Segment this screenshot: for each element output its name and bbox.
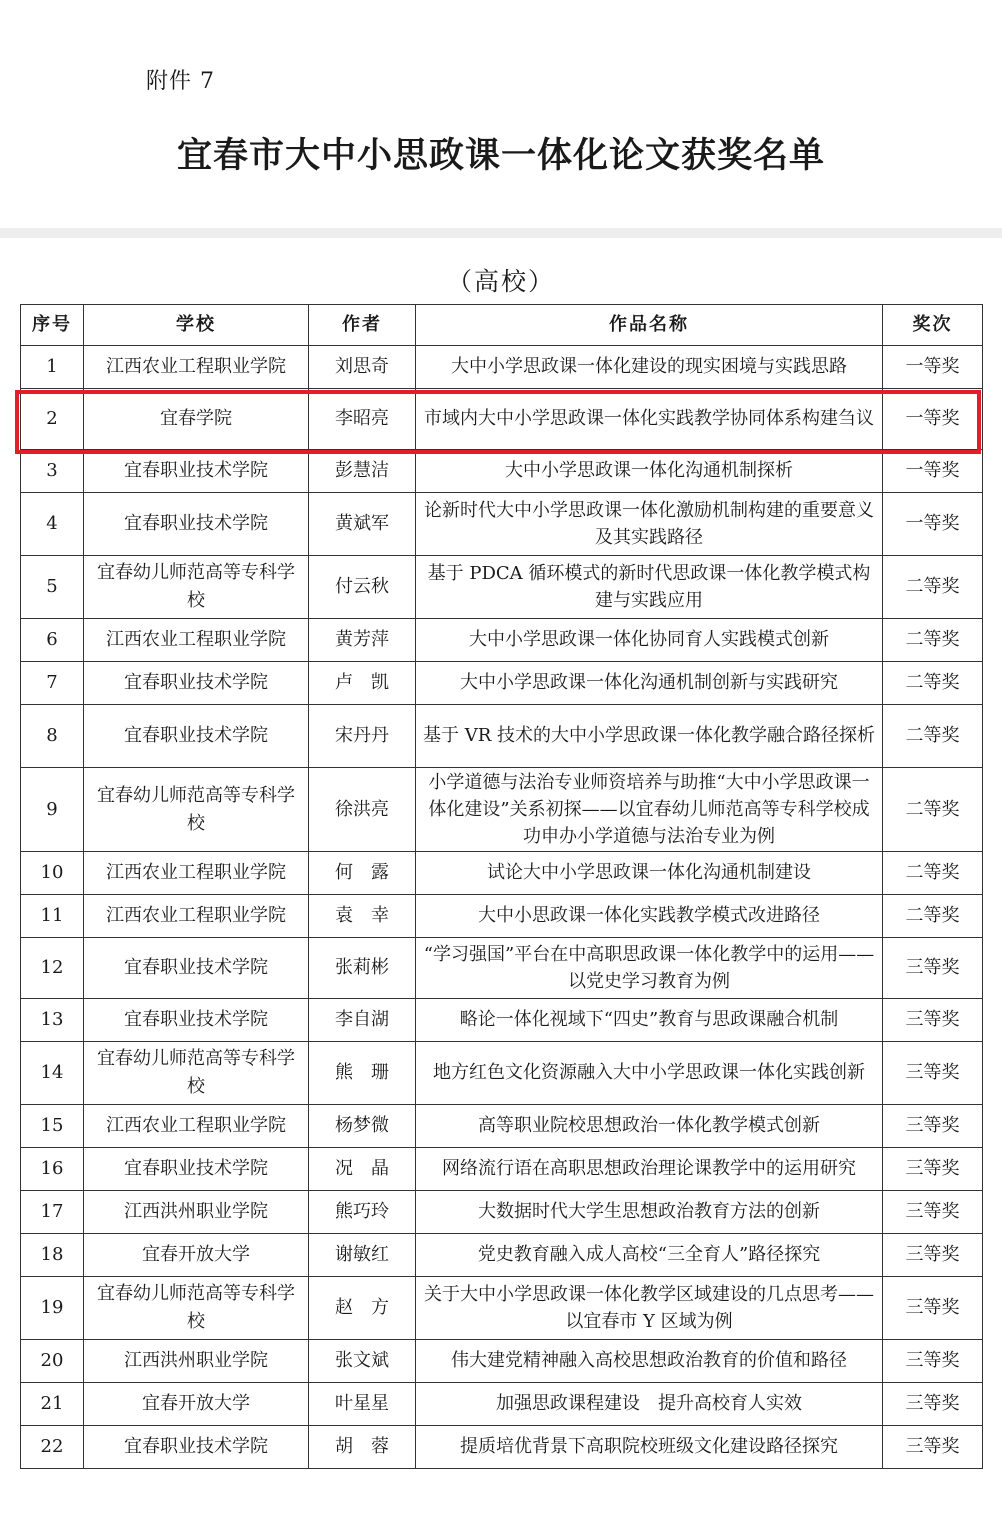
cell-award: 二等奖 bbox=[883, 895, 983, 938]
cell-author: 况 晶 bbox=[309, 1148, 416, 1191]
cell-no: 10 bbox=[21, 852, 84, 895]
table-row bbox=[21, 346, 983, 389]
table-row bbox=[21, 999, 983, 1042]
table-row bbox=[21, 1234, 983, 1277]
cell-title: 论新时代大中小学思政课一体化激励机制构建的重要意义及其实践路径 bbox=[416, 493, 883, 556]
cell-school: 宜春职业技术学院 bbox=[84, 662, 309, 705]
cell-author: 宋丹丹 bbox=[309, 705, 416, 768]
table-row bbox=[21, 389, 983, 450]
table-row bbox=[21, 1105, 983, 1148]
cell-title: 试论大中小学思政课一体化沟通机制建设 bbox=[416, 852, 883, 895]
table-row bbox=[21, 1148, 983, 1191]
cell-no: 21 bbox=[21, 1383, 84, 1426]
cell-author: 彭慧洁 bbox=[309, 450, 416, 493]
cell-author: 胡 蓉 bbox=[309, 1426, 416, 1469]
cell-no: 20 bbox=[21, 1340, 84, 1383]
cell-award: 一等奖 bbox=[883, 450, 983, 493]
cell-school: 宜春学院 bbox=[84, 389, 309, 450]
table-row bbox=[21, 662, 983, 705]
cell-author: 叶星星 bbox=[309, 1383, 416, 1426]
cell-no: 16 bbox=[21, 1148, 84, 1191]
cell-title: 提质培优背景下高职院校班级文化建设路径探究 bbox=[416, 1426, 883, 1469]
cell-no: 13 bbox=[21, 999, 84, 1042]
cell-award: 三等奖 bbox=[883, 1383, 983, 1426]
cell-school: 宜春职业技术学院 bbox=[84, 1426, 309, 1469]
cell-title: 关于大中小学思政课一体化教学区域建设的几点思考——以宜春市 Y 区域为例 bbox=[416, 1277, 883, 1340]
cell-school: 江西农业工程职业学院 bbox=[84, 619, 309, 662]
header-author: 作者 bbox=[309, 305, 416, 346]
cell-author: 卢 凯 bbox=[309, 662, 416, 705]
cell-school: 宜春开放大学 bbox=[84, 1383, 309, 1426]
cell-no: 2 bbox=[21, 389, 84, 450]
cell-title: 略论一体化视域下“四史”教育与思政课融合机制 bbox=[416, 999, 883, 1042]
cell-school: 江西洪州职业学院 bbox=[84, 1191, 309, 1234]
cell-school: 宜春职业技术学院 bbox=[84, 450, 309, 493]
cell-school: 江西洪州职业学院 bbox=[84, 1340, 309, 1383]
cell-author: 黄芳萍 bbox=[309, 619, 416, 662]
cell-no: 3 bbox=[21, 450, 84, 493]
cell-no: 11 bbox=[21, 895, 84, 938]
cell-no: 4 bbox=[21, 493, 84, 556]
cell-school: 江西农业工程职业学院 bbox=[84, 895, 309, 938]
cell-author: 张文斌 bbox=[309, 1340, 416, 1383]
table-row bbox=[21, 450, 983, 493]
table-row bbox=[21, 1191, 983, 1234]
cell-award: 二等奖 bbox=[883, 705, 983, 768]
page-title: 宜春市大中小思政课一体化论文获奖名单 bbox=[176, 135, 825, 176]
cell-school: 江西农业工程职业学院 bbox=[84, 1105, 309, 1148]
cell-title: 大中小学思政课一体化协同育人实践模式创新 bbox=[416, 619, 883, 662]
header-no: 序号 bbox=[21, 305, 84, 346]
cell-no: 14 bbox=[21, 1042, 84, 1105]
cell-no: 8 bbox=[21, 705, 84, 768]
cell-no: 12 bbox=[21, 938, 84, 999]
cell-author: 杨梦微 bbox=[309, 1105, 416, 1148]
cell-author: 李自湖 bbox=[309, 999, 416, 1042]
cell-school: 宜春幼儿师范高等专科学校 bbox=[84, 556, 309, 619]
header-title: 作品名称 bbox=[416, 305, 883, 346]
cell-award: 二等奖 bbox=[883, 662, 983, 705]
cell-award: 三等奖 bbox=[883, 938, 983, 999]
cell-title: 伟大建党精神融入高校思想政治教育的价值和路径 bbox=[416, 1340, 883, 1383]
scan-divider bbox=[0, 228, 1002, 238]
table-row bbox=[21, 1340, 983, 1383]
cell-title: 大中小思政课一体化实践教学模式改进路径 bbox=[416, 895, 883, 938]
cell-award: 三等奖 bbox=[883, 1042, 983, 1105]
cell-school: 江西农业工程职业学院 bbox=[84, 346, 309, 389]
cell-no: 9 bbox=[21, 768, 84, 852]
cell-award: 三等奖 bbox=[883, 1426, 983, 1469]
cell-title: 大中小学思政课一体化建设的现实困境与实践思路 bbox=[416, 346, 883, 389]
table-row bbox=[21, 1426, 983, 1469]
cell-award: 三等奖 bbox=[883, 1277, 983, 1340]
table-row bbox=[21, 493, 983, 556]
cell-school: 江西农业工程职业学院 bbox=[84, 852, 309, 895]
cell-no: 1 bbox=[21, 346, 84, 389]
cell-no: 15 bbox=[21, 1105, 84, 1148]
cell-award: 三等奖 bbox=[883, 1105, 983, 1148]
cell-award: 一等奖 bbox=[883, 493, 983, 556]
cell-author: 付云秋 bbox=[309, 556, 416, 619]
cell-title: 基于 PDCA 循环模式的新时代思政课一体化教学模式构建与实践应用 bbox=[416, 556, 883, 619]
cell-title: 网络流行语在高职思想政治理论课教学中的运用研究 bbox=[416, 1148, 883, 1191]
cell-title: 地方红色文化资源融入大中小学思政课一体化实践创新 bbox=[416, 1042, 883, 1105]
cell-school: 宜春职业技术学院 bbox=[84, 938, 309, 999]
cell-no: 19 bbox=[21, 1277, 84, 1340]
cell-title: 大数据时代大学生思想政治教育方法的创新 bbox=[416, 1191, 883, 1234]
cell-award: 三等奖 bbox=[883, 1148, 983, 1191]
table-row bbox=[21, 895, 983, 938]
cell-title: 基于 VR 技术的大中小学思政课一体化教学融合路径探析 bbox=[416, 705, 883, 768]
cell-school: 宜春开放大学 bbox=[84, 1234, 309, 1277]
cell-author: 何 露 bbox=[309, 852, 416, 895]
cell-title: 加强思政课程建设 提升高校育人实效 bbox=[416, 1383, 883, 1426]
table-row bbox=[21, 619, 983, 662]
cell-award: 二等奖 bbox=[883, 852, 983, 895]
cell-school: 宜春幼儿师范高等专科学校 bbox=[84, 1042, 309, 1105]
cell-author: 熊巧玲 bbox=[309, 1191, 416, 1234]
cell-title: “学习强国”平台在中高职思政课一体化教学中的运用——以党史学习教育为例 bbox=[416, 938, 883, 999]
cell-award: 二等奖 bbox=[883, 768, 983, 852]
table-row bbox=[21, 705, 983, 768]
cell-school: 宜春幼儿师范高等专科学校 bbox=[84, 768, 309, 852]
cell-title: 大中小学思政课一体化沟通机制创新与实践研究 bbox=[416, 662, 883, 705]
table-row bbox=[21, 938, 983, 999]
table-row bbox=[21, 1277, 983, 1340]
cell-award: 二等奖 bbox=[883, 556, 983, 619]
cell-author: 谢敏红 bbox=[309, 1234, 416, 1277]
cell-author: 黄斌军 bbox=[309, 493, 416, 556]
table-row bbox=[21, 556, 983, 619]
header-school: 学校 bbox=[84, 305, 309, 346]
cell-author: 李昭亮 bbox=[309, 389, 416, 450]
cell-author: 张莉彬 bbox=[309, 938, 416, 999]
cell-award: 三等奖 bbox=[883, 1191, 983, 1234]
table-header-row bbox=[21, 305, 983, 346]
cell-author: 徐洪亮 bbox=[309, 768, 416, 852]
cell-title: 大中小学思政课一体化沟通机制探析 bbox=[416, 450, 883, 493]
cell-author: 赵 方 bbox=[309, 1277, 416, 1340]
cell-award: 一等奖 bbox=[883, 346, 983, 389]
cell-author: 熊 珊 bbox=[309, 1042, 416, 1105]
table-row bbox=[21, 768, 983, 852]
table-row bbox=[21, 1383, 983, 1426]
cell-no: 6 bbox=[21, 619, 84, 662]
table-row bbox=[21, 852, 983, 895]
header-award: 奖次 bbox=[883, 305, 983, 346]
cell-school: 宜春幼儿师范高等专科学校 bbox=[84, 1277, 309, 1340]
table-row bbox=[21, 1042, 983, 1105]
cell-award: 三等奖 bbox=[883, 999, 983, 1042]
cell-school: 宜春职业技术学院 bbox=[84, 493, 309, 556]
cell-award: 三等奖 bbox=[883, 1340, 983, 1383]
cell-title: 党史教育融入成人高校“三全育人”路径探究 bbox=[416, 1234, 883, 1277]
cell-award: 二等奖 bbox=[883, 619, 983, 662]
cell-school: 宜春职业技术学院 bbox=[84, 999, 309, 1042]
cell-award: 三等奖 bbox=[883, 1234, 983, 1277]
cell-school: 宜春职业技术学院 bbox=[84, 705, 309, 768]
cell-no: 18 bbox=[21, 1234, 84, 1277]
cell-award: 一等奖 bbox=[883, 389, 983, 450]
award-table bbox=[20, 304, 983, 1469]
cell-school: 宜春职业技术学院 bbox=[84, 1148, 309, 1191]
cell-title: 高等职业院校思想政治一体化教学模式创新 bbox=[416, 1105, 883, 1148]
cell-author: 袁 幸 bbox=[309, 895, 416, 938]
cell-title: 市域内大中小学思政课一体化实践教学协同体系构建刍议 bbox=[416, 389, 883, 450]
cell-author: 刘思奇 bbox=[309, 346, 416, 389]
page-subtitle: （高校） bbox=[446, 267, 555, 296]
cell-title: 小学道德与法治专业师资培养与助推“大中小学思政课一体化建设”关系初探——以宜春幼儿师范高等专科学校成功申办小学道德与法治专业为例 bbox=[416, 768, 883, 852]
attachment-label: 附件 7 bbox=[146, 69, 215, 94]
cell-no: 5 bbox=[21, 556, 84, 619]
cell-no: 17 bbox=[21, 1191, 84, 1234]
cell-no: 7 bbox=[21, 662, 84, 705]
cell-no: 22 bbox=[21, 1426, 84, 1469]
